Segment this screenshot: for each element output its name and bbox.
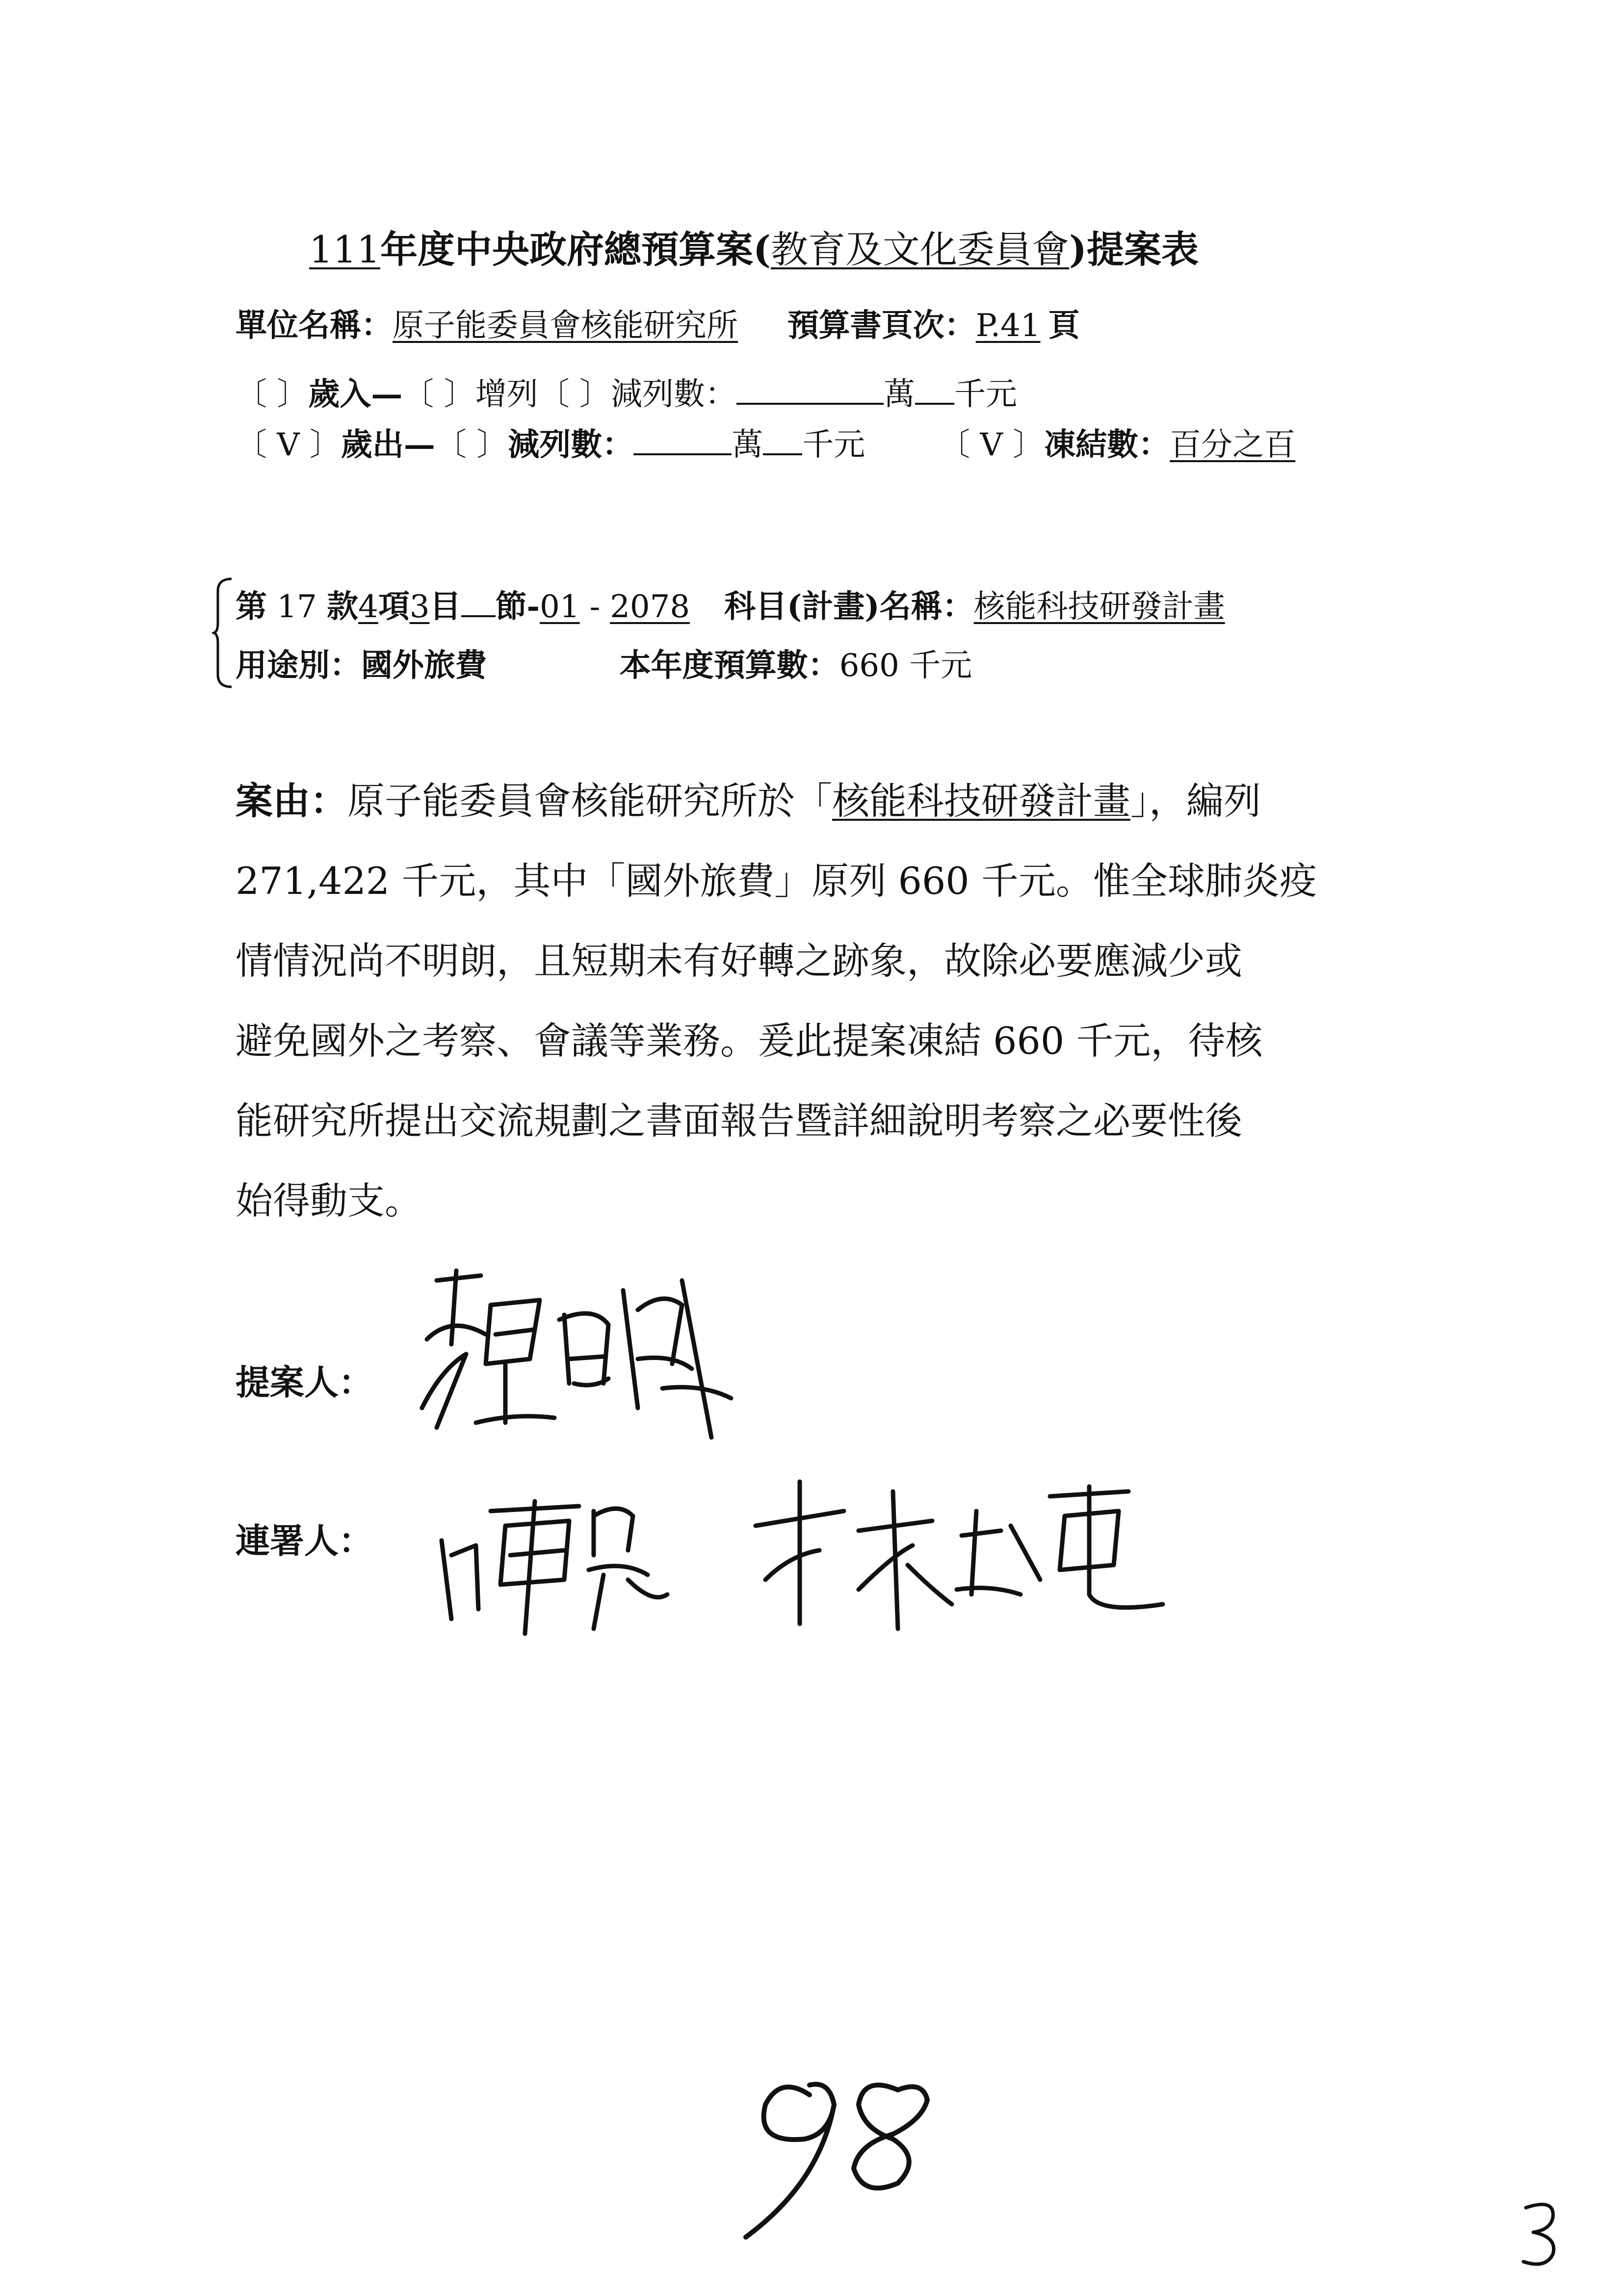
reason-line-3: 情情況尚不明朗，且短期未有好轉之跡象，故除必要應減少或 (236, 939, 1242, 983)
expenditure-label: 歲出— (341, 426, 435, 463)
code-dash: - (589, 589, 601, 625)
reason-text-1a: 原子能委員會核能研究所於「 (347, 779, 832, 823)
expenditure-decrease-label: 減列數： (508, 426, 634, 463)
kuan-label: 款 (327, 588, 359, 625)
revenue-qianyuan: 千元 (954, 376, 1018, 413)
revenue-qian-blank (915, 371, 954, 405)
reason-line-5: 能研究所提出交流規劃之書面報告暨詳細說明考察之必要性後 (236, 1099, 1242, 1143)
revenue-wan: 萬 (884, 376, 916, 413)
unit-line (236, 300, 1080, 345)
expenditure-line (236, 419, 1295, 465)
kuan-number: 17 (277, 589, 317, 625)
reason-line-4: 避免國外之考察、會議等業務。爰此提案凍結 660 千元，待核 (236, 1019, 1263, 1063)
item-bracket (212, 576, 236, 689)
expenditure-checkbox: 〔 V 〕 (236, 427, 341, 463)
page-suffix: 頁 (1048, 307, 1080, 344)
reason-label: 案由： (236, 779, 347, 823)
cosigner-signature-1 (432, 1482, 775, 1639)
unit-label: 單位名稱： (236, 307, 393, 344)
reason-line-2: 271,422 千元，其中「國外旅費」原列 660 千元。惟全球肺炎疫 (236, 859, 1317, 903)
jie-blank (461, 584, 496, 617)
kuan-prefix: 第 (236, 588, 267, 625)
cosigner-signature-2 (746, 1467, 1173, 1644)
page-label: 預算書頁次： (787, 307, 976, 344)
revenue-wan-blank (736, 371, 884, 405)
jie-label: 節- (495, 588, 540, 625)
increase-checkbox: 〔 〕 (402, 376, 475, 413)
title-year: 111 (309, 228, 381, 271)
title-text-after: )提案表 (1069, 228, 1199, 271)
reason-plan-name: 核能科技研發計畫 (832, 779, 1130, 823)
xiang-label: 項 (378, 588, 410, 625)
mu-label: 目 (429, 588, 461, 625)
item-line (236, 581, 1225, 626)
xiang-number: 4 (358, 589, 378, 625)
unit-name: 原子能委員會核能研究所 (393, 308, 738, 344)
freeze-value: 百分之百 (1170, 427, 1296, 463)
subject-name: 核能科技研發計畫 (973, 589, 1225, 625)
cosigner-label: 連署人： (236, 1520, 373, 1561)
usage-label: 用途別： (236, 647, 361, 684)
expenditure-wan-blank (633, 422, 732, 455)
proposer-label: 提案人： (236, 1362, 373, 1403)
handwritten-page-number (736, 2061, 942, 2247)
mu-number: 3 (409, 589, 430, 625)
revenue-checkbox: 〔 〕 (236, 376, 309, 413)
reason-line-6: 始得動支。 (236, 1179, 422, 1223)
decrease-label: 減列數： (611, 376, 737, 413)
document-title (309, 220, 1199, 273)
expenditure-decrease-checkbox: 〔 〕 (435, 427, 508, 463)
freeze-checkbox: 〔 V 〕 (939, 427, 1045, 463)
expenditure-qian-blank (763, 422, 802, 455)
revenue-label: 歲入— (308, 376, 403, 413)
budget-value: 660 千元 (839, 648, 972, 684)
freeze-label: 凍結數： (1044, 426, 1170, 463)
corner-number (1511, 2198, 1570, 2271)
increase-label: 增列 (475, 376, 538, 413)
subject-label: 科目(計畫)名稱： (724, 588, 974, 625)
item-code: 2078 (610, 589, 690, 625)
usage-value: 國外旅費 (361, 647, 487, 684)
proposer-signature (407, 1261, 751, 1447)
title-committee: 教育及文化委員會 (771, 228, 1070, 271)
page-value: P.41 (975, 308, 1041, 344)
expenditure-qianyuan: 千元 (802, 427, 865, 463)
usage-line (236, 640, 972, 685)
reason-line-1 (236, 771, 1261, 825)
decrease-checkbox: 〔 〕 (538, 376, 611, 413)
reason-text-1b: 」，編列 (1130, 779, 1261, 823)
expenditure-wan: 萬 (732, 427, 763, 463)
title-text-before: 年度中央政府總預算案( (380, 228, 771, 271)
budget-label: 本年度預算數： (619, 647, 839, 684)
revenue-line (236, 369, 1017, 414)
jie-code: 01 (540, 589, 580, 625)
